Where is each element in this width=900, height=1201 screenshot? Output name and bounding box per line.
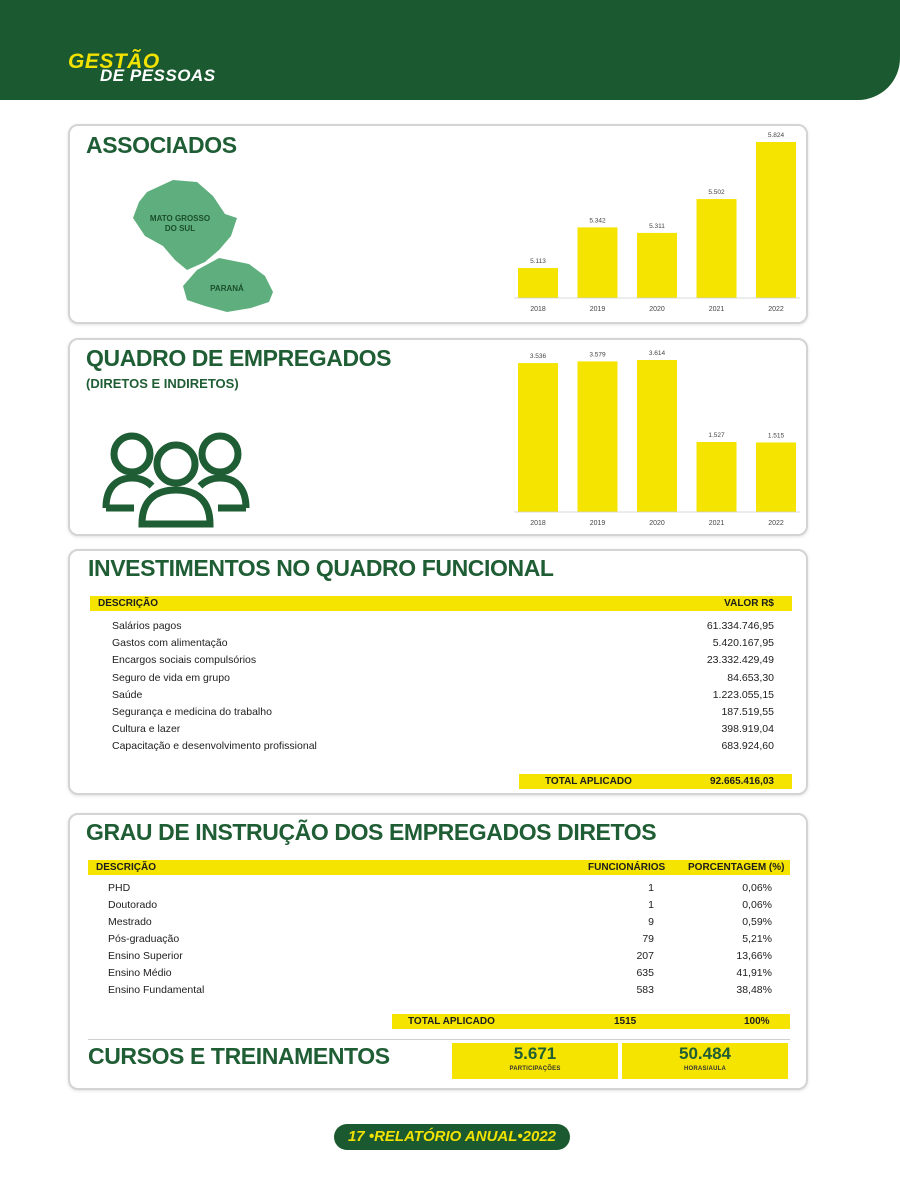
people-group-icon <box>102 428 252 528</box>
table-row <box>70 672 810 689</box>
col-descricao: DESCRIÇÃO <box>96 862 157 873</box>
instrucao-title: GRAU DE INSTRUÇÃO DOS EMPREGADOS DIRETOS <box>86 819 657 845</box>
row-description: Pós-graduação <box>108 933 180 945</box>
row-description: Saúde <box>112 688 143 701</box>
associados-chart <box>502 132 812 322</box>
table-row <box>70 689 810 706</box>
row-description: PHD <box>108 882 131 894</box>
row-percent: 0,59% <box>742 916 772 928</box>
investimentos-panel <box>68 549 808 795</box>
section-title-line2: DE PESSOAS <box>100 66 216 85</box>
row-description: Mestrado <box>108 916 152 928</box>
associados-panel <box>68 124 808 324</box>
empregados-panel <box>68 338 808 536</box>
table-row <box>70 899 810 916</box>
investimentos-total <box>519 774 792 789</box>
bar-2020 <box>637 233 677 298</box>
row-value: 23.332.429,49 <box>706 654 774 667</box>
bar-2018 <box>518 268 558 298</box>
empregados-title: QUADRO DE EMPREGADOS <box>86 345 392 371</box>
table-row <box>70 740 810 757</box>
row-value: 187.519,55 <box>721 706 774 718</box>
instrucao-table-header <box>88 860 790 875</box>
map-label-pr: PARANÁ <box>210 284 244 293</box>
row-value: 398.919,04 <box>721 723 774 736</box>
bar-category-label: 2021 <box>708 520 725 527</box>
bar-category-label: 2018 <box>530 520 546 527</box>
table-row <box>70 654 810 671</box>
total-value: 92.665.416,03 <box>710 776 774 787</box>
col-valor: VALOR R$ <box>724 598 774 609</box>
map-label-ms-1: MATO GROSSO <box>149 214 211 223</box>
row-percent: 41,91% <box>736 967 772 979</box>
row-description: Encargos sociais compulsórios <box>112 654 257 667</box>
row-description: Capacitação e desenvolvimento profissional <box>112 740 317 753</box>
row-description: Ensino Médio <box>108 967 172 979</box>
bar-2019 <box>578 361 618 512</box>
table-row <box>70 706 810 723</box>
cursos-title: CURSOS E TREINAMENTOS <box>88 1043 390 1069</box>
row-description: Segurança e medicina do trabalho <box>112 706 272 718</box>
bar-category-label: 2022 <box>768 306 784 313</box>
bar-2021 <box>697 199 737 298</box>
row-count: 583 <box>636 984 654 996</box>
bar-category-label: 2019 <box>589 306 606 313</box>
row-description: Cultura e lazer <box>112 723 181 736</box>
section-title-line1: GESTÃO <box>68 50 160 73</box>
row-description: Doutorado <box>108 899 158 911</box>
row-percent: 0,06% <box>742 882 772 894</box>
participacoes-value: 5.671 <box>513 1044 557 1063</box>
row-description: Seguro de vida em grupo <box>112 671 230 684</box>
row-count: 635 <box>636 967 654 979</box>
col-descricao: DESCRIÇÃO <box>98 598 159 609</box>
bar-2019 <box>578 227 618 298</box>
bar-value-label: 3.579 <box>589 351 606 359</box>
total-percent: 100% <box>744 1016 770 1027</box>
bar-value-label: 3.536 <box>529 353 547 361</box>
row-value: 5.420.167,95 <box>712 637 774 650</box>
participacoes-label: PARTICIPAÇÕES <box>509 1066 561 1072</box>
bar-value-label: 5.311 <box>649 222 665 230</box>
bar-value-label: 1.527 <box>708 432 725 440</box>
col-porcentagem: PORCENTAGEM (%) <box>688 862 785 873</box>
row-percent: 38,48% <box>736 984 772 996</box>
investimentos-title: INVESTIMENTOS NO QUADRO FUNCIONAL <box>88 555 554 581</box>
page-footer <box>334 1124 570 1150</box>
bar-category-label: 2022 <box>768 520 784 527</box>
bar-value-label: 5.502 <box>708 189 725 197</box>
bar-value-label: 1.515 <box>767 432 785 440</box>
row-percent: 5,21% <box>742 933 772 945</box>
table-row <box>70 984 810 1001</box>
row-count: 207 <box>636 950 654 962</box>
bar-2020 <box>637 360 677 512</box>
row-value: 683.924,60 <box>721 740 774 753</box>
map-label-ms-2: DO SUL <box>164 224 196 233</box>
map-icon <box>125 174 295 334</box>
total-label: TOTAL APLICADO <box>408 1016 495 1027</box>
table-row <box>70 620 810 637</box>
table-row <box>70 882 810 899</box>
empregados-chart <box>502 346 812 536</box>
total-label: TOTAL APLICADO <box>545 776 632 787</box>
table-row <box>70 950 810 967</box>
bar-category-label: 2020 <box>649 520 665 527</box>
bar-category-label: 2019 <box>589 520 606 527</box>
bar-value-label: 5.824 <box>767 132 785 139</box>
total-count: 1515 <box>614 1016 637 1027</box>
empregados-subtitle: (DIRETOS E INDIRETOS) <box>86 376 239 391</box>
table-row <box>70 723 810 740</box>
row-count: 9 <box>648 916 654 928</box>
empregados-chart-svg <box>502 346 812 536</box>
row-description: Ensino Fundamental <box>108 984 205 996</box>
row-percent: 0,06% <box>742 899 772 911</box>
row-description: Ensino Superior <box>108 950 183 962</box>
col-funcionarios: FUNCIONÁRIOS <box>588 862 666 873</box>
horas-label: HORAS/AULA <box>684 1066 726 1072</box>
bar-category-label: 2020 <box>649 306 665 313</box>
bar-2021 <box>697 442 737 512</box>
row-description: Salários pagos <box>112 620 182 632</box>
bar-category-label: 2018 <box>530 306 546 313</box>
row-value: 84.653,30 <box>727 671 774 684</box>
row-count: 1 <box>648 882 654 894</box>
footer-text: 17 •RELATÓRIO ANUAL•2022 <box>347 1128 557 1145</box>
row-count: 1 <box>648 899 654 911</box>
row-description: Gastos com alimentação <box>112 637 228 650</box>
bar-2022 <box>756 142 796 298</box>
row-value: 61.334.746,95 <box>706 620 774 632</box>
investimentos-table-header <box>90 596 792 611</box>
bar-value-label: 3.614 <box>648 350 666 357</box>
instrucao-total <box>392 1014 790 1029</box>
table-row <box>70 916 810 933</box>
participacoes-box <box>452 1043 618 1079</box>
table-row <box>70 967 810 984</box>
associados-chart-svg <box>502 132 812 322</box>
page-header <box>0 0 900 100</box>
bar-2018 <box>518 363 558 512</box>
horas-box <box>622 1043 788 1079</box>
bar-2022 <box>756 442 796 512</box>
table-row <box>70 637 810 654</box>
cursos-divider <box>88 1039 790 1040</box>
bar-value-label: 5.342 <box>589 217 606 225</box>
associados-title: ASSOCIADOS <box>86 132 237 158</box>
row-percent: 13,66% <box>736 950 772 962</box>
bar-category-label: 2021 <box>708 306 725 313</box>
horas-value: 50.484 <box>679 1044 731 1063</box>
bar-value-label: 5.113 <box>530 257 546 265</box>
row-value: 1.223.055,15 <box>712 688 774 701</box>
row-count: 79 <box>642 933 654 945</box>
table-row <box>70 933 810 950</box>
